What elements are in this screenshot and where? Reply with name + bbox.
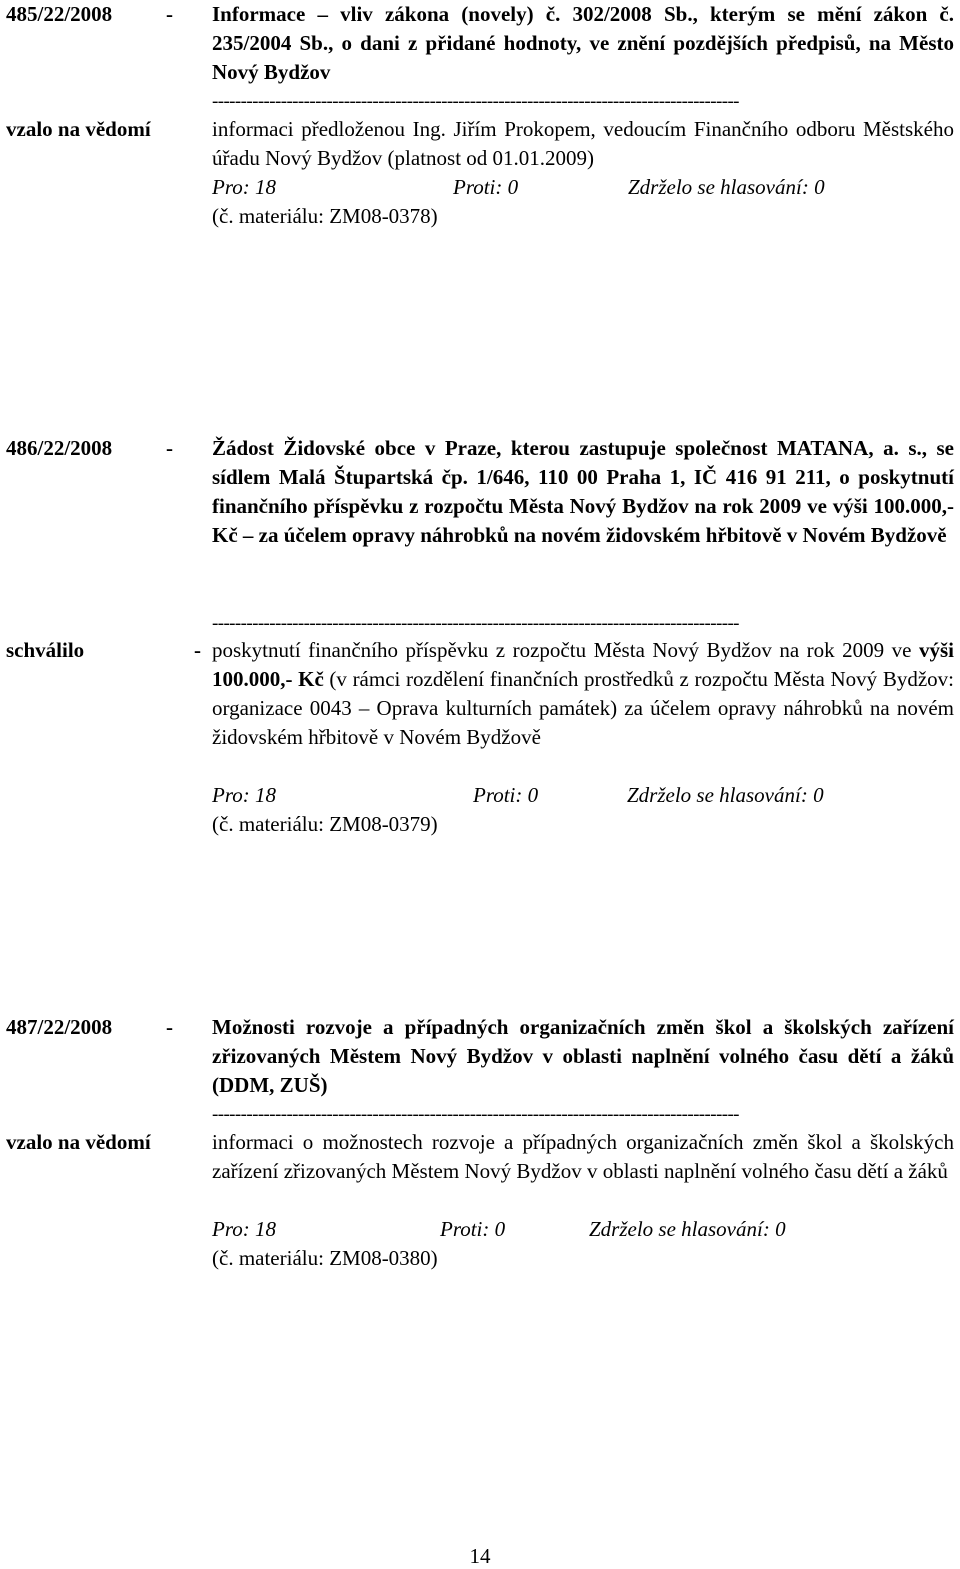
decision-text: informaci o možnostech rozvoje a případných organizačních změn škol a školských zařízení zřizovaných Městem Nový Bydžov v oblasti naplnění volného času dětí a žáků: [212, 1130, 954, 1183]
vote-abstain: Zdrželo se hlasování: 0: [589, 1217, 786, 1241]
page-number: 14: [469, 1544, 491, 1568]
vote-against: Proti: 0: [440, 1217, 506, 1241]
decision-text-part: (v rámci rozdělení finančních prostředků z rozpočtu Města Nový Bydžov: organizace 0043 – Oprava kulturních památek) za účelem opravy náhrobků na novém židovském hřbitově v Novém Bydžově: [212, 667, 954, 749]
resolution-number: 487/22/2008: [6, 1015, 113, 1039]
separator-line: --------------------------------------------------------------------------------------------: [212, 92, 739, 112]
decision-amount: výši 100.000,- Kč: [212, 638, 954, 691]
resolution-number: 485/22/2008: [6, 2, 113, 26]
vote-abstain: Zdrželo se hlasování: 0: [627, 783, 824, 807]
separator-line: --------------------------------------------------------------------------------------------: [212, 1105, 739, 1125]
decision-text: [212, 636, 954, 752]
decision-label: vzalo na vědomí: [6, 117, 151, 141]
decision-text-part: poskytnutí finančního příspěvku z rozpočtu Města Nový Bydžov na rok 2009 ve: [212, 638, 919, 662]
decision-text: informaci předloženou Ing. Jiřím Prokopem, vedoucím Finančního odboru Městského úřadu Nový Bydžov (platnost od 01.01.2009): [212, 117, 954, 170]
resolution-dash: -: [166, 436, 173, 460]
vote-against: Proti: 0: [473, 783, 539, 807]
separator-line: --------------------------------------------------------------------------------------------: [212, 614, 739, 634]
decision-dash: -: [194, 638, 201, 662]
resolution-dash: -: [166, 2, 173, 26]
material-reference: (č. materiálu: ZM08-0378): [212, 204, 438, 228]
material-reference: (č. materiálu: ZM08-0380): [212, 1246, 438, 1270]
vote-for: Pro: 18: [212, 1217, 276, 1241]
resolution-title: Možnosti rozvoje a případných organizačních změn škol a školských zařízení zřizovaných Městem Nový Bydžov v oblasti naplnění volného času dětí a žáků (DDM, ZUŠ): [212, 1015, 954, 1097]
decision-label: schválilo: [6, 638, 85, 662]
decision-label: vzalo na vědomí: [6, 1130, 151, 1154]
vote-for: Pro: 18: [212, 783, 276, 807]
resolution-number: 486/22/2008: [6, 436, 113, 460]
material-reference: (č. materiálu: ZM08-0379): [212, 812, 438, 836]
vote-for: Pro: 18: [212, 175, 276, 199]
vote-against: Proti: 0: [453, 175, 519, 199]
vote-abstain: Zdrželo se hlasování: 0: [628, 175, 825, 199]
resolution-title: Žádost Židovské obce v Praze, kterou zastupuje společnost MATANA, a. s., se sídlem Malá Štupartská čp. 1/646, 110 00 Praha 1, IČ 416 91 211, o poskytnutí finančního příspěvku z rozpočtu Města Nový Bydžov na rok 2009 ve výši 100.000,- Kč – za účelem opravy náhrobků na novém židovském hřbitově v Novém Bydžově: [212, 436, 954, 547]
resolution-title: Informace – vliv zákona (novely) č. 302/2008 Sb., kterým se mění zákon č. 235/2004 Sb., o dani z přidané hodnoty, ve znění pozdějších předpisů, na Město Nový Bydžov: [212, 2, 954, 84]
resolution-dash: -: [166, 1015, 173, 1039]
